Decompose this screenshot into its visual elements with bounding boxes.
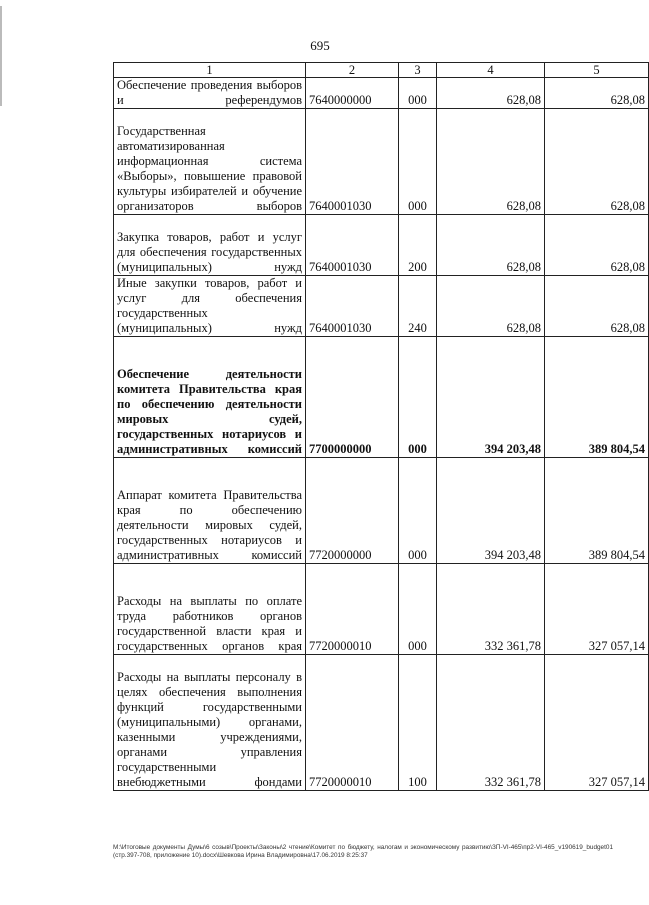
row-type: 000 [399, 458, 437, 564]
row-value-1: 628,08 [437, 78, 545, 109]
row-value-2: 628,08 [545, 215, 649, 276]
header-col-1: 1 [114, 63, 306, 78]
header-col-5: 5 [545, 63, 649, 78]
header-col-4: 4 [437, 63, 545, 78]
row-name: Расходы на выплаты персоналу в целях обеспечения выполнения функций государственными (муниципальными) органами, казенными учреждениями, органами управления государственными внебюджетными фондами [114, 655, 306, 791]
row-value-2: 327 057,14 [545, 655, 649, 791]
row-value-1: 628,08 [437, 215, 545, 276]
row-value-1: 628,08 [437, 276, 545, 337]
row-value-2: 628,08 [545, 109, 649, 215]
row-code: 7700000000 [306, 337, 399, 458]
row-code: 7640000000 [306, 78, 399, 109]
row-type: 000 [399, 109, 437, 215]
row-value-2: 389 804,54 [545, 337, 649, 458]
row-name: Аппарат комитета Правительства края по обеспечению деятельности мировых судей, государственных нотариусов и административных комиссий [114, 458, 306, 564]
row-type: 200 [399, 215, 437, 276]
row-type: 000 [399, 78, 437, 109]
table-row [114, 215, 649, 276]
table-row-bold [114, 337, 649, 458]
row-name: Иные закупки товаров, работ и услуг для обеспечения государственных (муниципальных) нужд [114, 276, 306, 337]
table-row [114, 78, 649, 109]
row-type: 100 [399, 655, 437, 791]
row-value-2: 327 057,14 [545, 564, 649, 655]
row-code: 7640001030 [306, 109, 399, 215]
page-number: 695 [310, 38, 330, 53]
table-row [114, 109, 649, 215]
row-type: 240 [399, 276, 437, 337]
row-value-1: 332 361,78 [437, 564, 545, 655]
header-col-3: 3 [399, 63, 437, 78]
header-col-2: 2 [306, 63, 399, 78]
budget-table [113, 62, 649, 791]
row-code: 7720000010 [306, 564, 399, 655]
table-row [114, 655, 649, 791]
row-value-1: 628,08 [437, 109, 545, 215]
row-name: Закупка товаров, работ и услуг для обеспечения государственных (муниципальных) нужд [114, 215, 306, 276]
table-header-row [114, 63, 649, 78]
row-name: Обеспечение проведения выборов и референдумов [114, 78, 306, 109]
row-type: 000 [399, 564, 437, 655]
row-value-2: 628,08 [545, 276, 649, 337]
row-code: 7640001030 [306, 215, 399, 276]
row-value-2: 389 804,54 [545, 458, 649, 564]
row-type: 000 [399, 337, 437, 458]
row-value-1: 394 203,48 [437, 337, 545, 458]
row-name: Государственная автоматизированная информационная система «Выборы», повышение правовой культуры избирателей и обучение организаторов выборов [114, 109, 306, 215]
row-value-1: 394 203,48 [437, 458, 545, 564]
row-code: 7720000000 [306, 458, 399, 564]
table-row [114, 458, 649, 564]
row-value-1: 332 361,78 [437, 655, 545, 791]
left-margin-mark [0, 6, 2, 106]
row-name: Обеспечение деятельности комитета Правительства края по обеспечению деятельности мировых судей, государственных нотариусов и административных комиссий [114, 337, 306, 458]
row-code: 7720000010 [306, 655, 399, 791]
row-value-2: 628,08 [545, 78, 649, 109]
row-code: 7640001030 [306, 276, 399, 337]
row-name: Расходы на выплаты по оплате труда работников органов государственной власти края и государственных органов края [114, 564, 306, 655]
table-row [114, 276, 649, 337]
document-path-footer: M:\Итоговые документы Думы\6 созыв\Проекты\Законы\2 чтение\Комитет по бюджету, налогам и экономическому развитию\ЗП-VI-465\пр2-VI-465_v190619_budget01 (стр.397-708, приложение 10).docx\Шевкова Ирина Владимировна\17.06.2019 8:25:37 [113, 844, 613, 859]
table-row [114, 564, 649, 655]
